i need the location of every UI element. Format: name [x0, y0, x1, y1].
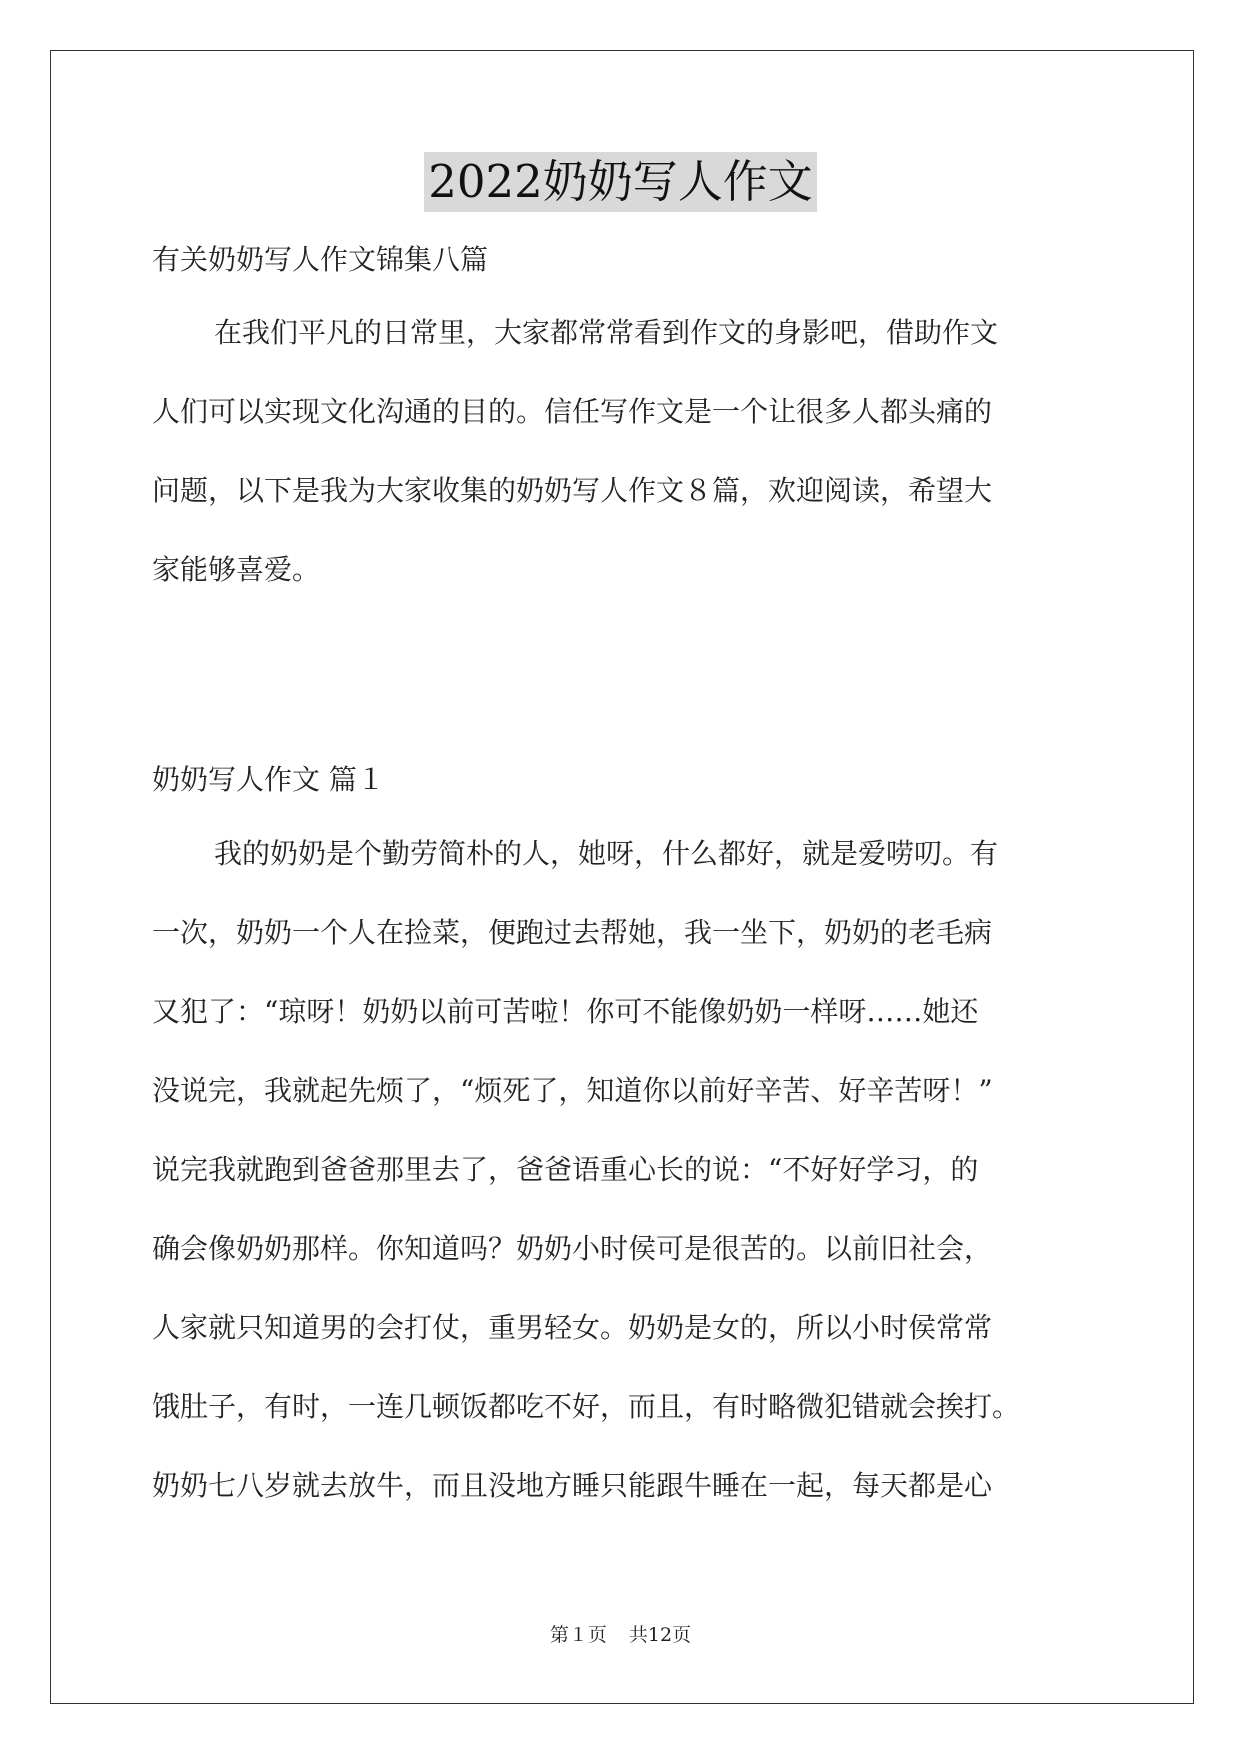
body-line: 又犯了：“琼呀！奶奶以前可苦啦！你可不能像奶奶一样呀……她还 [152, 995, 979, 1028]
body-line: 人家就只知道男的会打仗，重男轻女。奶奶是女的，所以小时侯常常 [152, 1311, 993, 1344]
body-line: 我的奶奶是个勤劳简朴的人，她呀，什么都好，就是爱唠叨。有 [214, 837, 999, 870]
section-heading: 奶奶写人作文 篇１ [152, 763, 385, 796]
title-container [0, 152, 1241, 212]
section-paragraph [152, 834, 1097, 1545]
intro-line: 问题，以下是我为大家收集的奶奶写人作文８篇，欢迎阅读，希望大 [152, 474, 993, 507]
intro-line: 人们可以实现文化沟通的目的。信任写作文是一个让很多人都头痛的 [152, 395, 993, 428]
body-line: 确会像奶奶那样。你知道吗？奶奶小时侯可是很苦的。以前旧社会， [152, 1232, 993, 1265]
page-number: 第１页 [549, 1624, 607, 1646]
document-subtitle: 有关奶奶写人作文锦集八篇 [152, 243, 489, 276]
body-line: 饿肚子，有时，一连几顿饭都吃不好，而且，有时略微犯错就会挨打。 [152, 1390, 1021, 1423]
intro-paragraph [152, 313, 1097, 629]
body-line: 一次，奶奶一个人在捡菜，便跑过去帮她，我一坐下，奶奶的老毛病 [152, 916, 993, 949]
body-line: 奶奶七八岁就去放牛，而且没地方睡只能跟牛睡在一起，每天都是心 [152, 1469, 993, 1502]
page-total: 共12页 [628, 1624, 692, 1646]
intro-line: 家能够喜爱。 [152, 553, 321, 586]
body-line: 说完我就跑到爸爸那里去了，爸爸语重心长的说：“不好好学习，的 [152, 1153, 979, 1186]
document-title: 2022奶奶写人作文 [424, 152, 817, 212]
page-footer [0, 1622, 1241, 1648]
body-line: 没说完，我就起先烦了，“烦死了，知道你以前好辛苦、好辛苦呀！” [152, 1074, 993, 1107]
intro-line: 在我们平凡的日常里，大家都常常看到作文的身影吧，借助作文 [214, 316, 999, 349]
